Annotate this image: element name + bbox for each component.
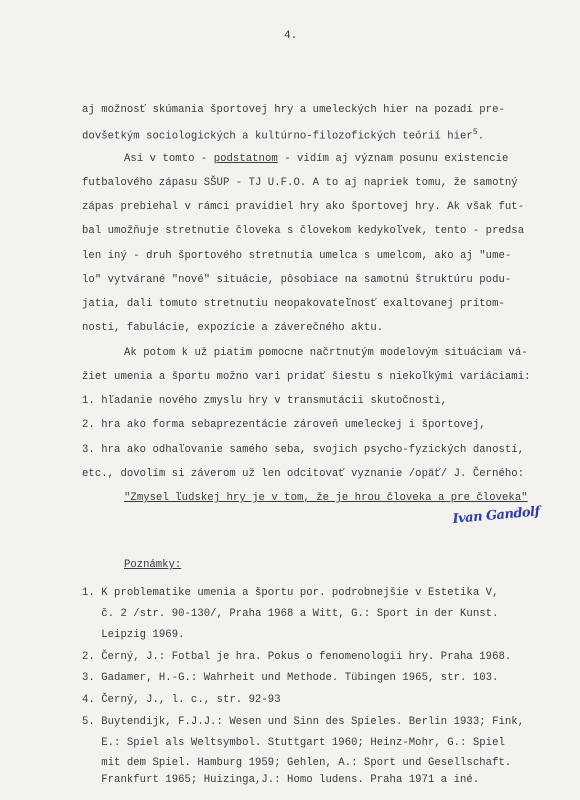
page-number: 4.: [284, 30, 298, 42]
text-span: Asi v tomto -: [124, 153, 214, 165]
note-line: 4. Černý, J., l. c., str. 92-93: [82, 694, 281, 706]
text-line: Ak potom k už piatim pomocne načrtnutým modelovým situáciam vá-: [124, 347, 528, 359]
text-span: dovšetkým sociologických a kultúrno-filozofických teórií hier: [82, 130, 473, 143]
text-line: etc., dovolím si záverom už len odcitovať vyznanie /opäť/ J. Černého:: [82, 468, 525, 480]
list-item: 3. hra ako odhaľovanie samého seba, svojich psycho-fyzických daností,: [82, 444, 525, 456]
underlined-word: podstatnom: [213, 153, 278, 165]
text-line: [124, 153, 508, 165]
note-line: 3. Gadamer, H.-G.: Wahrheit und Methode. Tübingen 1965, str. 103.: [82, 672, 499, 684]
text-line: lo" vytvárané "nové" situácie, pôsobiace na samotnú štruktúru podu-: [82, 274, 512, 286]
note-line: 1. K problematike umenia a športu por. podrobnejšie v Estetika V,: [82, 587, 499, 599]
text-line: futbalového zápasu SŠUP - TJ U.F.O. A to aj napriek tomu, že samotný: [82, 177, 518, 189]
text-line: žiet umenia a športu možno vari pridať šiestu s niekoľkými variáciami:: [82, 371, 531, 383]
handwritten-signature: Ivan Gandolf: [452, 504, 541, 527]
text-line: zápas prebiehal v rámci pravidiel hry ako športovej hry. Ak však fut-: [82, 201, 525, 213]
note-line: 5. Buytendijk, F.J.J.: Wesen und Sinn des Spieles. Berlin 1933; Fink,: [82, 716, 525, 728]
text-line: len iný - druh športového stretnutia umelca s umelcom, ako aj "ume-: [82, 250, 512, 262]
text-line: bal umožňuje stretnutie človeka s človekom kedykoľvek, tento - predsa: [82, 225, 525, 237]
note-line: E.: Spiel als Weltsymbol. Stuttgart 1960; Heinz-Mohr, G.: Spiel: [82, 737, 505, 749]
text-line: [82, 128, 484, 143]
note-line: č. 2 /str. 90-130/, Praha 1968 a Witt, G.: Sport in der Kunst.: [82, 608, 499, 620]
text-line: jatia, dali tomuto stretnutiu neopakovateľnosť exaltovanej prítom-: [82, 298, 505, 310]
text-line: nosti, fabulácie, expozície a záverečného aktu.: [82, 322, 384, 334]
list-item: 1. hľadanie nového zmyslu hry v transmutácii skutočnosti,: [82, 395, 448, 407]
note-line: 2. Černý, J.: Fotbal je hra. Pokus o fenomenologii hry. Praha 1968.: [82, 651, 512, 663]
footnote-ref: 5: [472, 128, 478, 137]
note-line: Leipzig 1969.: [82, 629, 185, 641]
note-line: mit dem Spiel. Hamburg 1959; Gehlen, A.: Sport und Gesellschaft.: [82, 757, 512, 769]
text-span: .: [477, 130, 485, 143]
text-line: aj možnosť skúmania športovej hry a umeleckých hier na pozadí pre-: [82, 104, 505, 116]
notes-heading: Poznámky:: [124, 559, 182, 571]
note-line: Frankfurt 1965; Huizinga,J.: Homo ludens. Praha 1971 a iné.: [82, 774, 480, 786]
list-item: 2. hra ako forma sebaprezentácie zároveň umeleckej i športovej,: [82, 419, 486, 431]
text-span: - vidím aj význam posunu existencie: [277, 153, 509, 165]
quotation: "Zmysel ľudskej hry je v tom, že je hrou človeka a pre človeka": [124, 492, 528, 504]
